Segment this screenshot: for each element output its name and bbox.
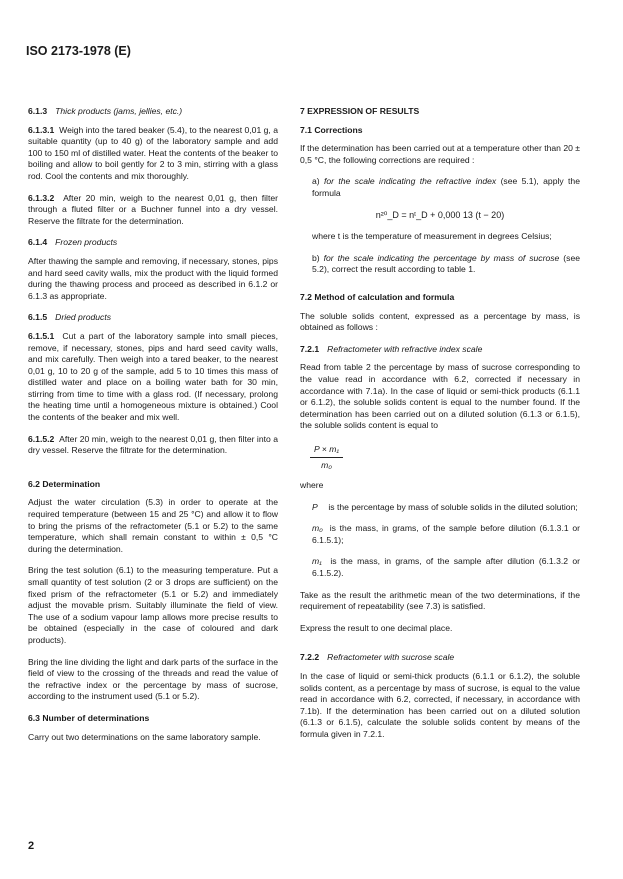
paragraph-7-2-2: In the case of liquid or semi-thick products (6.1.1 or 6.1.2), the soluble solids content, as a percentage by mass of sucrose, is equal to the value read in accordance with 6.2, corrected, if necessary, in accordance with 7.1b). If the determination has been carried out on a diluted solution (6.1.3 or 6.1.5), calculate the soluble solids content by means of the formula given in 7.2.1. bbox=[300, 671, 580, 739]
item-7-1-b bbox=[300, 253, 580, 276]
heading-6-1-3 bbox=[28, 106, 278, 118]
item-text: (see 5.2), correct the result according to table 1. bbox=[312, 252, 580, 275]
paragraph-7-1: If the determination has been carried out at a temperature other than 20 ± 0,5 °C, the following corrections are required : bbox=[300, 143, 580, 165]
heading-6-1-5 bbox=[28, 312, 278, 324]
paragraph-7-2-1-decimal: Express the result to one decimal place. bbox=[300, 622, 453, 633]
paragraph-6-2-1: Adjust the water circulation (5.3) in order to operate at the required temperature (between 15 and 25 °C) and allow it to flow to bring the prisms of the refractometer (5.1 or 5.2) to the same temperature, which shall remain constant to within ± 0,5 °C during the determination. bbox=[28, 497, 278, 554]
paragraph-7-2-1-mean: Take as the result the arithmetic mean of the two determinations, if the requirement of repeatability (see 7.3) is satisfied. bbox=[300, 589, 580, 612]
variable-symbol: m₁ bbox=[312, 556, 322, 567]
left-column bbox=[28, 106, 278, 753]
paragraph-7-2-1: Read from table 2 the percentage by mass of sucrose corresponding to the value read in accordance with 6.2, corrected if necessary in accordance with 7.1a). In the case of liquid or semi-thick products (6.1.1 or 6.1.2), the soluble solids content is equal to the number found. If the determination has been carried out on a diluted solution (6.1.3 or 6.1.5), the soluble solids content is equal to bbox=[300, 362, 580, 431]
formula-where: where t is the temperature of measurement in degrees Celsius; bbox=[312, 231, 552, 242]
heading-7-2: 7.2 Method of calculation and formula bbox=[300, 291, 455, 302]
heading-7-2-1 bbox=[300, 344, 580, 356]
section-number: 6.1.5.1 bbox=[28, 330, 55, 341]
variable-symbol: m₀ bbox=[312, 523, 323, 534]
fraction-numerator: P × m₁ bbox=[310, 444, 343, 459]
definition-p bbox=[300, 502, 580, 514]
definition-text: is the mass, in grams, of the sample after dilution (6.1.3.2 or 6.1.5.2). bbox=[312, 556, 580, 579]
heading-7-1: 7.1 Corrections bbox=[300, 124, 363, 135]
paragraph-text: After 20 min, weigh to the nearest 0,01 g, then filter into a dry vessel. Reserve the filtrate for the determination. bbox=[28, 433, 278, 456]
paragraph-6-1-3-2 bbox=[28, 193, 278, 228]
definition-m0 bbox=[300, 523, 580, 546]
section-number: 6.1.3.1 bbox=[28, 124, 55, 135]
heading-7: 7 EXPRESSION OF RESULTS bbox=[300, 106, 420, 116]
section-number: 6.1.5 bbox=[28, 312, 48, 323]
definition-text: is the percentage by mass of soluble solids in the diluted solution; bbox=[328, 501, 578, 512]
item-text: (see 5.1), apply the formula bbox=[312, 176, 580, 198]
definition-text: is the mass, in grams, of the sample before dilution (6.1.3.1 or 6.1.5.1); bbox=[312, 523, 580, 545]
section-number: 7.2.2 bbox=[300, 652, 320, 663]
item-7-1-a bbox=[300, 176, 580, 199]
paragraph-6-3: Carry out two determinations on the same laboratory sample. bbox=[28, 731, 261, 742]
temperature-correction-formula: n²⁰_D = nᵗ_D + 0,000 13 (t − 20) bbox=[375, 209, 505, 220]
section-title: Dried products bbox=[55, 312, 112, 323]
paragraph-6-1-5-1 bbox=[28, 331, 278, 424]
section-title: Thick products bbox=[55, 106, 112, 116]
item-label: b) bbox=[312, 252, 320, 263]
item-italic: for the scale indicating the percentage by mass of sucrose bbox=[323, 252, 560, 263]
variable-symbol: P bbox=[312, 501, 318, 512]
paragraph-6-1-5-2 bbox=[28, 434, 278, 457]
definition-m1 bbox=[300, 556, 580, 579]
section-number: 6.1.3 bbox=[28, 106, 48, 116]
heading-6-2: 6.2 Determination bbox=[28, 478, 101, 489]
section-title: Refractometer with sucrose scale bbox=[327, 652, 455, 663]
item-label: a) bbox=[312, 176, 320, 187]
section-number: 6.1.5.2 bbox=[28, 433, 55, 444]
paragraph-6-2-3: Bring the line dividing the light and dark parts of the surface in the field of view to the crossing of the threads and read the value of the refractive index or the percentage by mass of sucrose, according to the instrument used (5.1 or 5.2). bbox=[28, 656, 278, 702]
heading-6-3: 6.3 Number of determinations bbox=[28, 712, 150, 723]
item-italic: for the scale indicating the refractive index bbox=[324, 176, 497, 187]
dilution-fraction bbox=[310, 444, 343, 472]
section-number: 7.2.1 bbox=[300, 343, 320, 354]
section-suffix: (jams, jellies, etc.) bbox=[113, 106, 183, 116]
fraction-denominator: m₀ bbox=[321, 460, 332, 471]
page-number: 2 bbox=[28, 840, 35, 852]
paragraph-text: After 20 min, weigh to the nearest 0,01 g, then filter through a fluted filter or a Buchner funnel into a dry vessel. Reserve the filtrate for the determination. bbox=[28, 192, 278, 226]
heading-7-2-2 bbox=[300, 652, 580, 664]
paragraph-text: Weigh into the tared beaker (5.4), to the nearest 0,01 g, a suitable quantity (up to 40 g) of the laboratory sample and add 100 to 150 ml of distilled water. Heat the contents of the beaker to boiling and allow to boil gently for 2 to 3 min, stirring with a glass rod. Cool the contents and mix thoroughly. bbox=[28, 124, 278, 181]
paragraph-6-1-4: After thawing the sample and removing, if necessary, stones, pips and hard seed cavity walls, mix the product with the liquid formed during the thawing process and proceed as described in 6.1.2 or 6.1.3 as appropriate. bbox=[28, 255, 278, 301]
paragraph-6-1-3-1 bbox=[28, 125, 278, 183]
document-header: ISO 2173-1978 (E) bbox=[26, 44, 131, 58]
section-title: Frozen products bbox=[55, 237, 118, 248]
heading-6-1-4 bbox=[28, 237, 278, 249]
where-label: where bbox=[300, 480, 324, 491]
section-number: 6.1.3.2 bbox=[28, 192, 55, 203]
paragraph-7-2: The soluble solids content, expressed as a percentage by mass, is obtained as follows : bbox=[300, 310, 580, 333]
right-column bbox=[300, 106, 580, 751]
section-title: Refractometer with refractive index scale bbox=[327, 343, 483, 354]
paragraph-6-2-2: Bring the test solution (6.1) to the measuring temperature. Put a small quantity of test solution (2 or 3 drops are sufficient) on the fixed prism of the refractometer (5.1 or 5.2) and immediately adjust the movable prism. Suitably illuminate the field of view. The use of a sodium vapour lamp allows more precise results to be obtained (especially in the case of coloured and dark products). bbox=[28, 565, 278, 645]
paragraph-text: Cut a part of the laboratory sample into small pieces, remove, if necessary, stones, pips and hard seed cavity walls, and mix carefully. Then weigh into a tared beaker, to the nearest 0,01 g, 10 to 20 g of the sample, add 5 to 10 times this mass of distilled water and place on a boiling water bath for 30 min, stirring from time to time with a glass rod. (If necessary, prolong the heating time until a homogeneous mixture is obtained.) Cool the contents of the beaker and mix well. bbox=[28, 330, 278, 423]
section-number: 6.1.4 bbox=[28, 237, 48, 248]
